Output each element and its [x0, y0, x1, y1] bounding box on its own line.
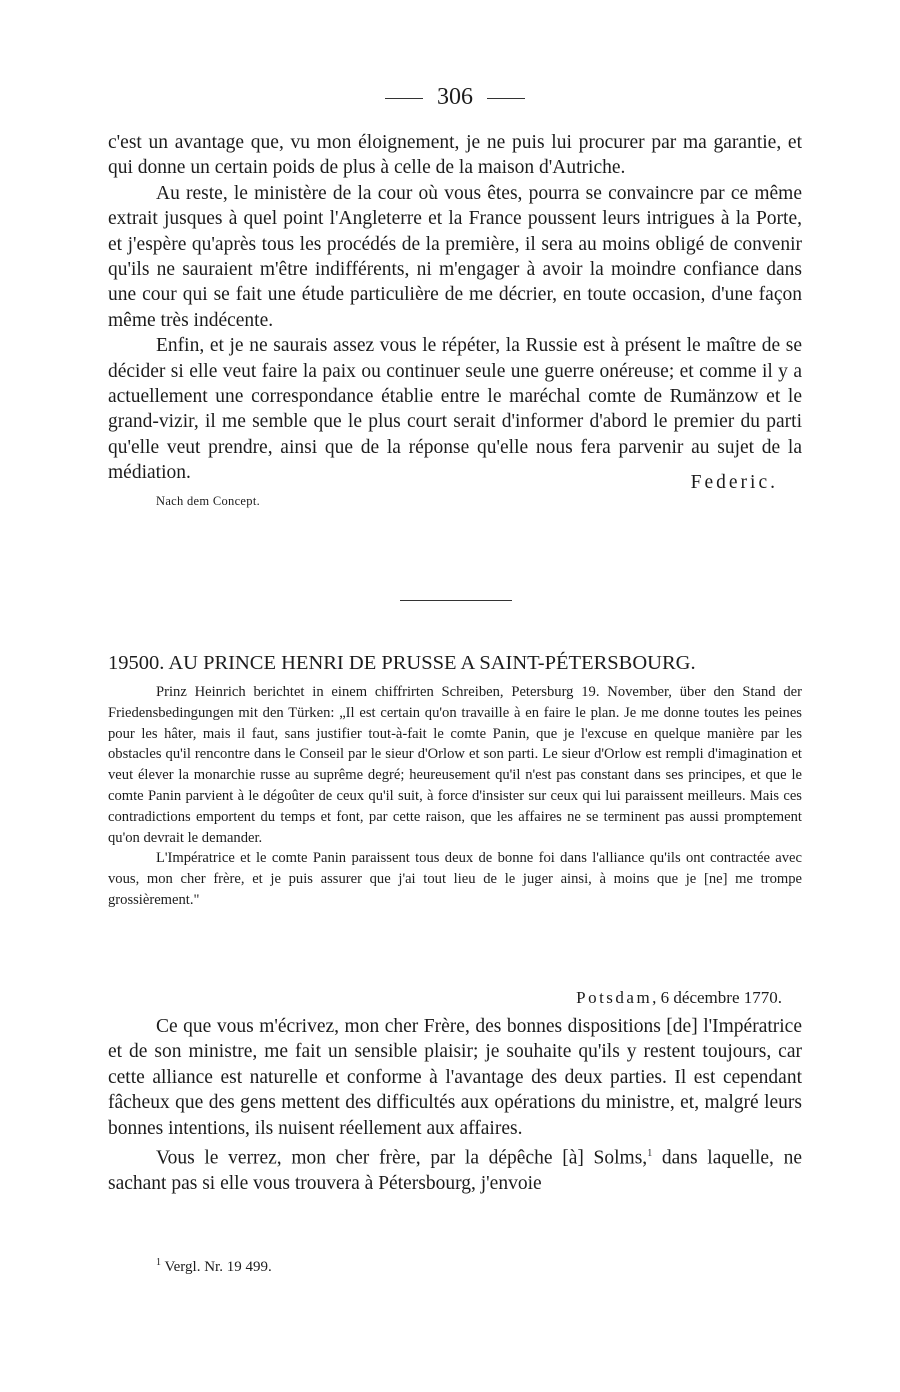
summary-paragraph: Prinz Heinrich berichtet in einem chiffrirten Schreiben, Petersburg 19. November, über den Stand der Friedensbedingungen mit den Türken: „Il est certain qu'on travaille à en faire le plan. Je me donne toutes les peines pour les hâter, mais il faut, sans justifier tout-à-fait le comte Panin, que je l'excuse en quelque manière par les obstacles qu'il rencontre dans le Conseil par le sieur d'Orlow et son parti. Le sieur d'Orlow est rempli d'imagination et veut élever la monarchie russe au suprême degré; heureusement qu'il n'est pas constant dans ses principes, et que le comte Panin parvient à le dégoûter de ceux qu'il suit, à force d'insister sur ceux qui lui paraissent meilleurs. Mais ces contradictions emportent du temps et font, par cette raison, que les affaires ne se terminent pas aussi promptement qu'on devrait le demander.	[108, 684, 802, 846]
body-paragraph: Au reste, le ministère de la cour où vous êtes, pourra se convaincre par ce même extrait jusques à quel point l'Angleterre et la France poussent leurs intrigues à la Porte, et j'espère qu'après tous les procédés de la première, il sera au moins obligé de convenir qu'ils ne sauraient m'être indifférents, ni m'engager à avoir la moindre confiance dans une cour qui se fait une étude particulière de me décrier, en toute occasion, d'une façon même très indécente.	[108, 182, 802, 331]
book-page	[108, 0, 802, 1392]
letter-paragraph	[108, 1141, 802, 1196]
header-dash-left	[385, 98, 423, 99]
letter-text: Vous le verrez, mon cher frère, par la dépêche [à] Solms,	[156, 1147, 648, 1169]
letter-body	[108, 1014, 802, 1196]
page-header	[108, 82, 802, 112]
source-note: Nach dem Concept.	[156, 493, 261, 508]
body-paragraph: Enfin, et je ne saurais assez vous le répéter, la Russie est à présent le maître de se décider si elle veut faire la paix ou continuer seule une guerre onéreuse; et comme il y a actuellement une correspondance établie entre le maréchal comte de Rumänzow et le grand-vizir, il me semble que le plus court serait d'informer d'abord le premier du parti qu'elle veut prendre, ainsi que de la réponse qu'elle nous fera parvenir au sujet de la médiation.	[108, 335, 802, 484]
letter-text: dans laquelle, ne sachant pas si elle vous trouvera à Pétersbourg, j'envoie	[108, 1147, 802, 1194]
footnote-marker: 1	[156, 1257, 161, 1268]
letter-paragraph: Ce que vous m'écrivez, mon cher Frère, des bonnes dispositions [de] l'Impératrice et de son ministre, me fait un sensible plaisir; je souhaite qu'ils y restent toujours, car cette alliance est naturelle et conforme à l'avantage des deux parties. Il est cependant fâcheux que des gens mettent des difficultés aux opérations du ministre, et, malgré leurs bonnes intentions, ils nuisent réellement aux affaires.	[108, 1016, 802, 1139]
dateline-date: , 6 décembre 1770.	[652, 988, 782, 1007]
footnote-reference: 1	[647, 1148, 653, 1160]
dateline	[576, 986, 782, 1010]
section-divider	[400, 600, 512, 601]
dateline-place: Potsdam	[576, 988, 653, 1007]
footnote-text: Vergl. Nr. 19 499.	[164, 1259, 272, 1275]
header-dash-right	[487, 98, 525, 99]
previous-letter-ending	[108, 130, 802, 509]
page-number: 306	[437, 84, 473, 110]
body-paragraph: c'est un avantage que, vu mon éloignement, je ne puis lui procurer par ma garantie, et qui donne un certain poids de plus à celle de la maison d'Autriche.	[108, 132, 802, 179]
editorial-summary	[108, 682, 802, 911]
signature: Federic.	[690, 471, 778, 493]
letter-heading: 19500. AU PRINCE HENRI DE PRUSSE A SAINT-PÉTERSBOURG.	[108, 652, 696, 674]
footnote	[156, 1252, 272, 1278]
summary-paragraph: L'Impératrice et le comte Panin paraissent tous deux de bonne foi dans l'alliance qu'ils ont contractée avec vous, mon cher frère, et je puis assurer que j'ai tout lieu de le juger ainsi, à moins que je [ne] me trompe grossièrement."	[108, 850, 802, 908]
